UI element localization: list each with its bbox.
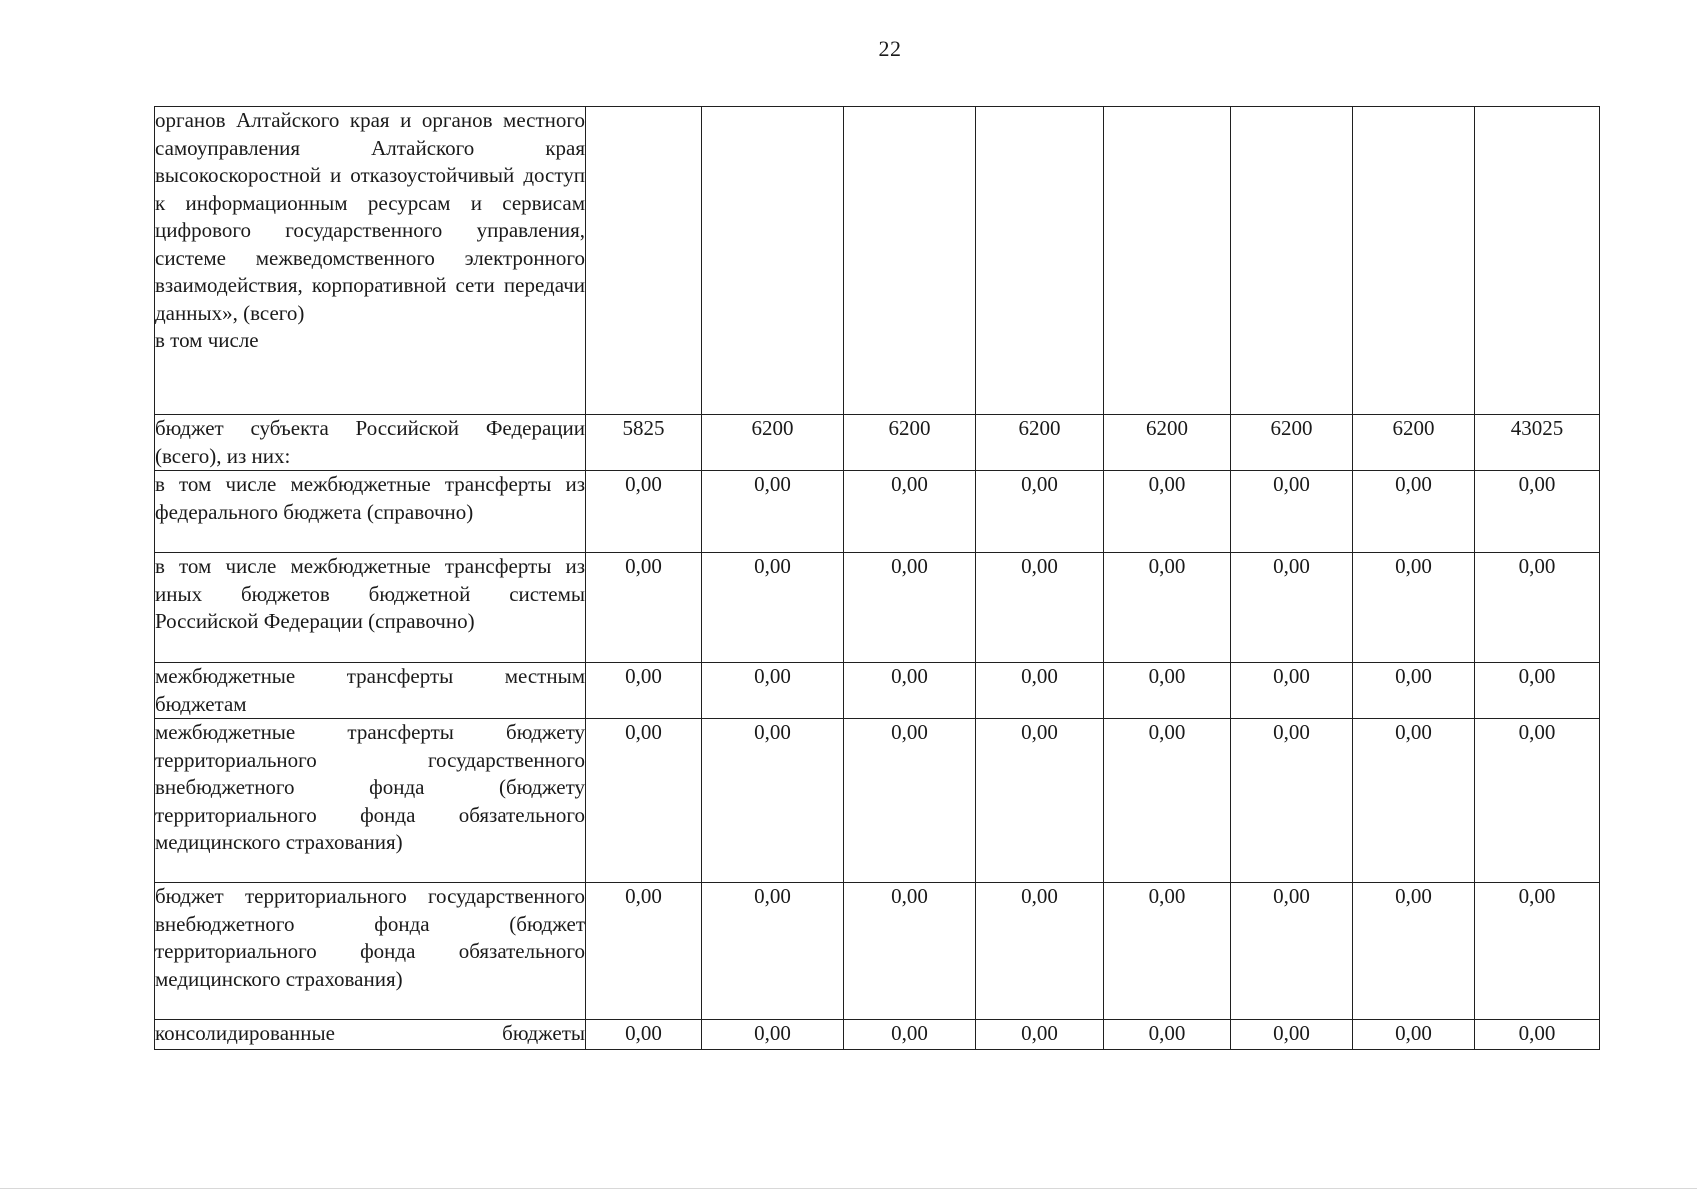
row-label-text: консолидированные бюджеты xyxy=(155,1021,585,1045)
value-cell: 0,00 xyxy=(702,663,844,719)
value-cell: 0,00 xyxy=(1353,1020,1475,1050)
value-cell: 0,00 xyxy=(976,883,1104,1020)
row-label: межбюджетные трансферты местным бюджетам xyxy=(155,663,586,719)
value-cell xyxy=(586,107,702,415)
value-cell: 0,00 xyxy=(702,883,844,1020)
value-cell xyxy=(976,107,1104,415)
value-cell: 0,00 xyxy=(1475,719,1600,883)
value-cell: 0,00 xyxy=(976,663,1104,719)
row-label: органов Алтайского края и органов местного самоуправления Алтайского края высокоскоростной и отказоустойчивый доступ к информационным ресурсам и сервисам цифрового государственного управления, системе межведомственного электронного взаимодействия, корпоративной сети передачи данных», (всего) xyxy=(155,108,585,325)
value-cell xyxy=(1353,107,1475,415)
value-cell: 5825 xyxy=(586,415,702,471)
table-row xyxy=(155,883,1600,1020)
table-row xyxy=(155,471,1600,553)
row-label: межбюджетные трансферты бюджету территориального государственного внебюджетного фонда (бюджету территориального фонда обязательного медицинского страхования) xyxy=(155,719,586,883)
value-cell: 6200 xyxy=(1231,415,1353,471)
value-cell: 0,00 xyxy=(1104,471,1231,553)
table-row xyxy=(155,719,1600,883)
value-cell: 0,00 xyxy=(1231,471,1353,553)
page-number: 22 xyxy=(878,36,902,61)
table-row xyxy=(155,415,1600,471)
value-cell: 0,00 xyxy=(976,553,1104,663)
value-cell: 6200 xyxy=(976,415,1104,471)
value-cell: 0,00 xyxy=(702,553,844,663)
value-cell: 0,00 xyxy=(1475,883,1600,1020)
value-cell: 0,00 xyxy=(1231,1020,1353,1050)
value-cell xyxy=(702,107,844,415)
value-cell: 0,00 xyxy=(1104,883,1231,1020)
table-row xyxy=(155,663,1600,719)
value-cell: 0,00 xyxy=(1231,883,1353,1020)
value-cell xyxy=(844,107,976,415)
table-row xyxy=(155,553,1600,663)
value-cell xyxy=(1231,107,1353,415)
value-cell xyxy=(1104,107,1231,415)
value-cell: 0,00 xyxy=(976,719,1104,883)
value-cell: 0,00 xyxy=(1231,663,1353,719)
value-cell: 0,00 xyxy=(1104,719,1231,883)
value-cell: 0,00 xyxy=(586,1020,702,1050)
value-cell: 0,00 xyxy=(1353,663,1475,719)
value-cell: 0,00 xyxy=(702,719,844,883)
table-row xyxy=(155,107,1600,415)
row-label: в том числе межбюджетные трансферты из федерального бюджета (справочно) xyxy=(155,471,586,553)
value-cell: 0,00 xyxy=(844,663,976,719)
row-label xyxy=(155,1020,586,1050)
value-cell: 6200 xyxy=(702,415,844,471)
scan-edge-line xyxy=(0,1188,1697,1189)
value-cell: 0,00 xyxy=(1353,719,1475,883)
value-cell: 0,00 xyxy=(1475,471,1600,553)
value-cell: 0,00 xyxy=(1475,553,1600,663)
value-cell: 6200 xyxy=(1353,415,1475,471)
value-cell: 0,00 xyxy=(1104,663,1231,719)
value-cell: 0,00 xyxy=(1353,553,1475,663)
row-label-cell xyxy=(155,107,586,415)
value-cell: 0,00 xyxy=(1353,883,1475,1020)
value-cell xyxy=(1475,107,1600,415)
value-cell: 0,00 xyxy=(976,1020,1104,1050)
value-cell: 0,00 xyxy=(702,471,844,553)
value-cell: 0,00 xyxy=(1104,553,1231,663)
value-cell: 0,00 xyxy=(586,883,702,1020)
value-cell: 0,00 xyxy=(1231,553,1353,663)
value-cell: 0,00 xyxy=(1231,719,1353,883)
table-row xyxy=(155,1020,1600,1050)
value-cell: 43025 xyxy=(1475,415,1600,471)
value-cell: 0,00 xyxy=(702,1020,844,1050)
value-cell: 0,00 xyxy=(1475,663,1600,719)
value-cell: 0,00 xyxy=(844,1020,976,1050)
row-label: в том числе межбюджетные трансферты из иных бюджетов бюджетной системы Российской Федерации (справочно) xyxy=(155,553,586,663)
value-cell: 0,00 xyxy=(1104,1020,1231,1050)
value-cell: 0,00 xyxy=(844,553,976,663)
value-cell: 0,00 xyxy=(1475,1020,1600,1050)
value-cell: 0,00 xyxy=(586,663,702,719)
value-cell: 0,00 xyxy=(1353,471,1475,553)
budget-table xyxy=(154,106,1600,1050)
value-cell: 0,00 xyxy=(586,719,702,883)
value-cell: 0,00 xyxy=(844,471,976,553)
value-cell: 6200 xyxy=(844,415,976,471)
value-cell: 6200 xyxy=(1104,415,1231,471)
row-label: бюджет субъекта Российской Федерации (всего), из них: xyxy=(155,415,586,471)
value-cell: 0,00 xyxy=(844,719,976,883)
value-cell: 0,00 xyxy=(586,553,702,663)
value-cell: 0,00 xyxy=(976,471,1104,553)
value-cell: 0,00 xyxy=(586,471,702,553)
value-cell: 0,00 xyxy=(844,883,976,1020)
row-label: бюджет территориального государственного внебюджетного фонда (бюджет территориального фонда обязательного медицинского страхования) xyxy=(155,883,586,1020)
row-sublabel: в том числе xyxy=(155,328,259,352)
